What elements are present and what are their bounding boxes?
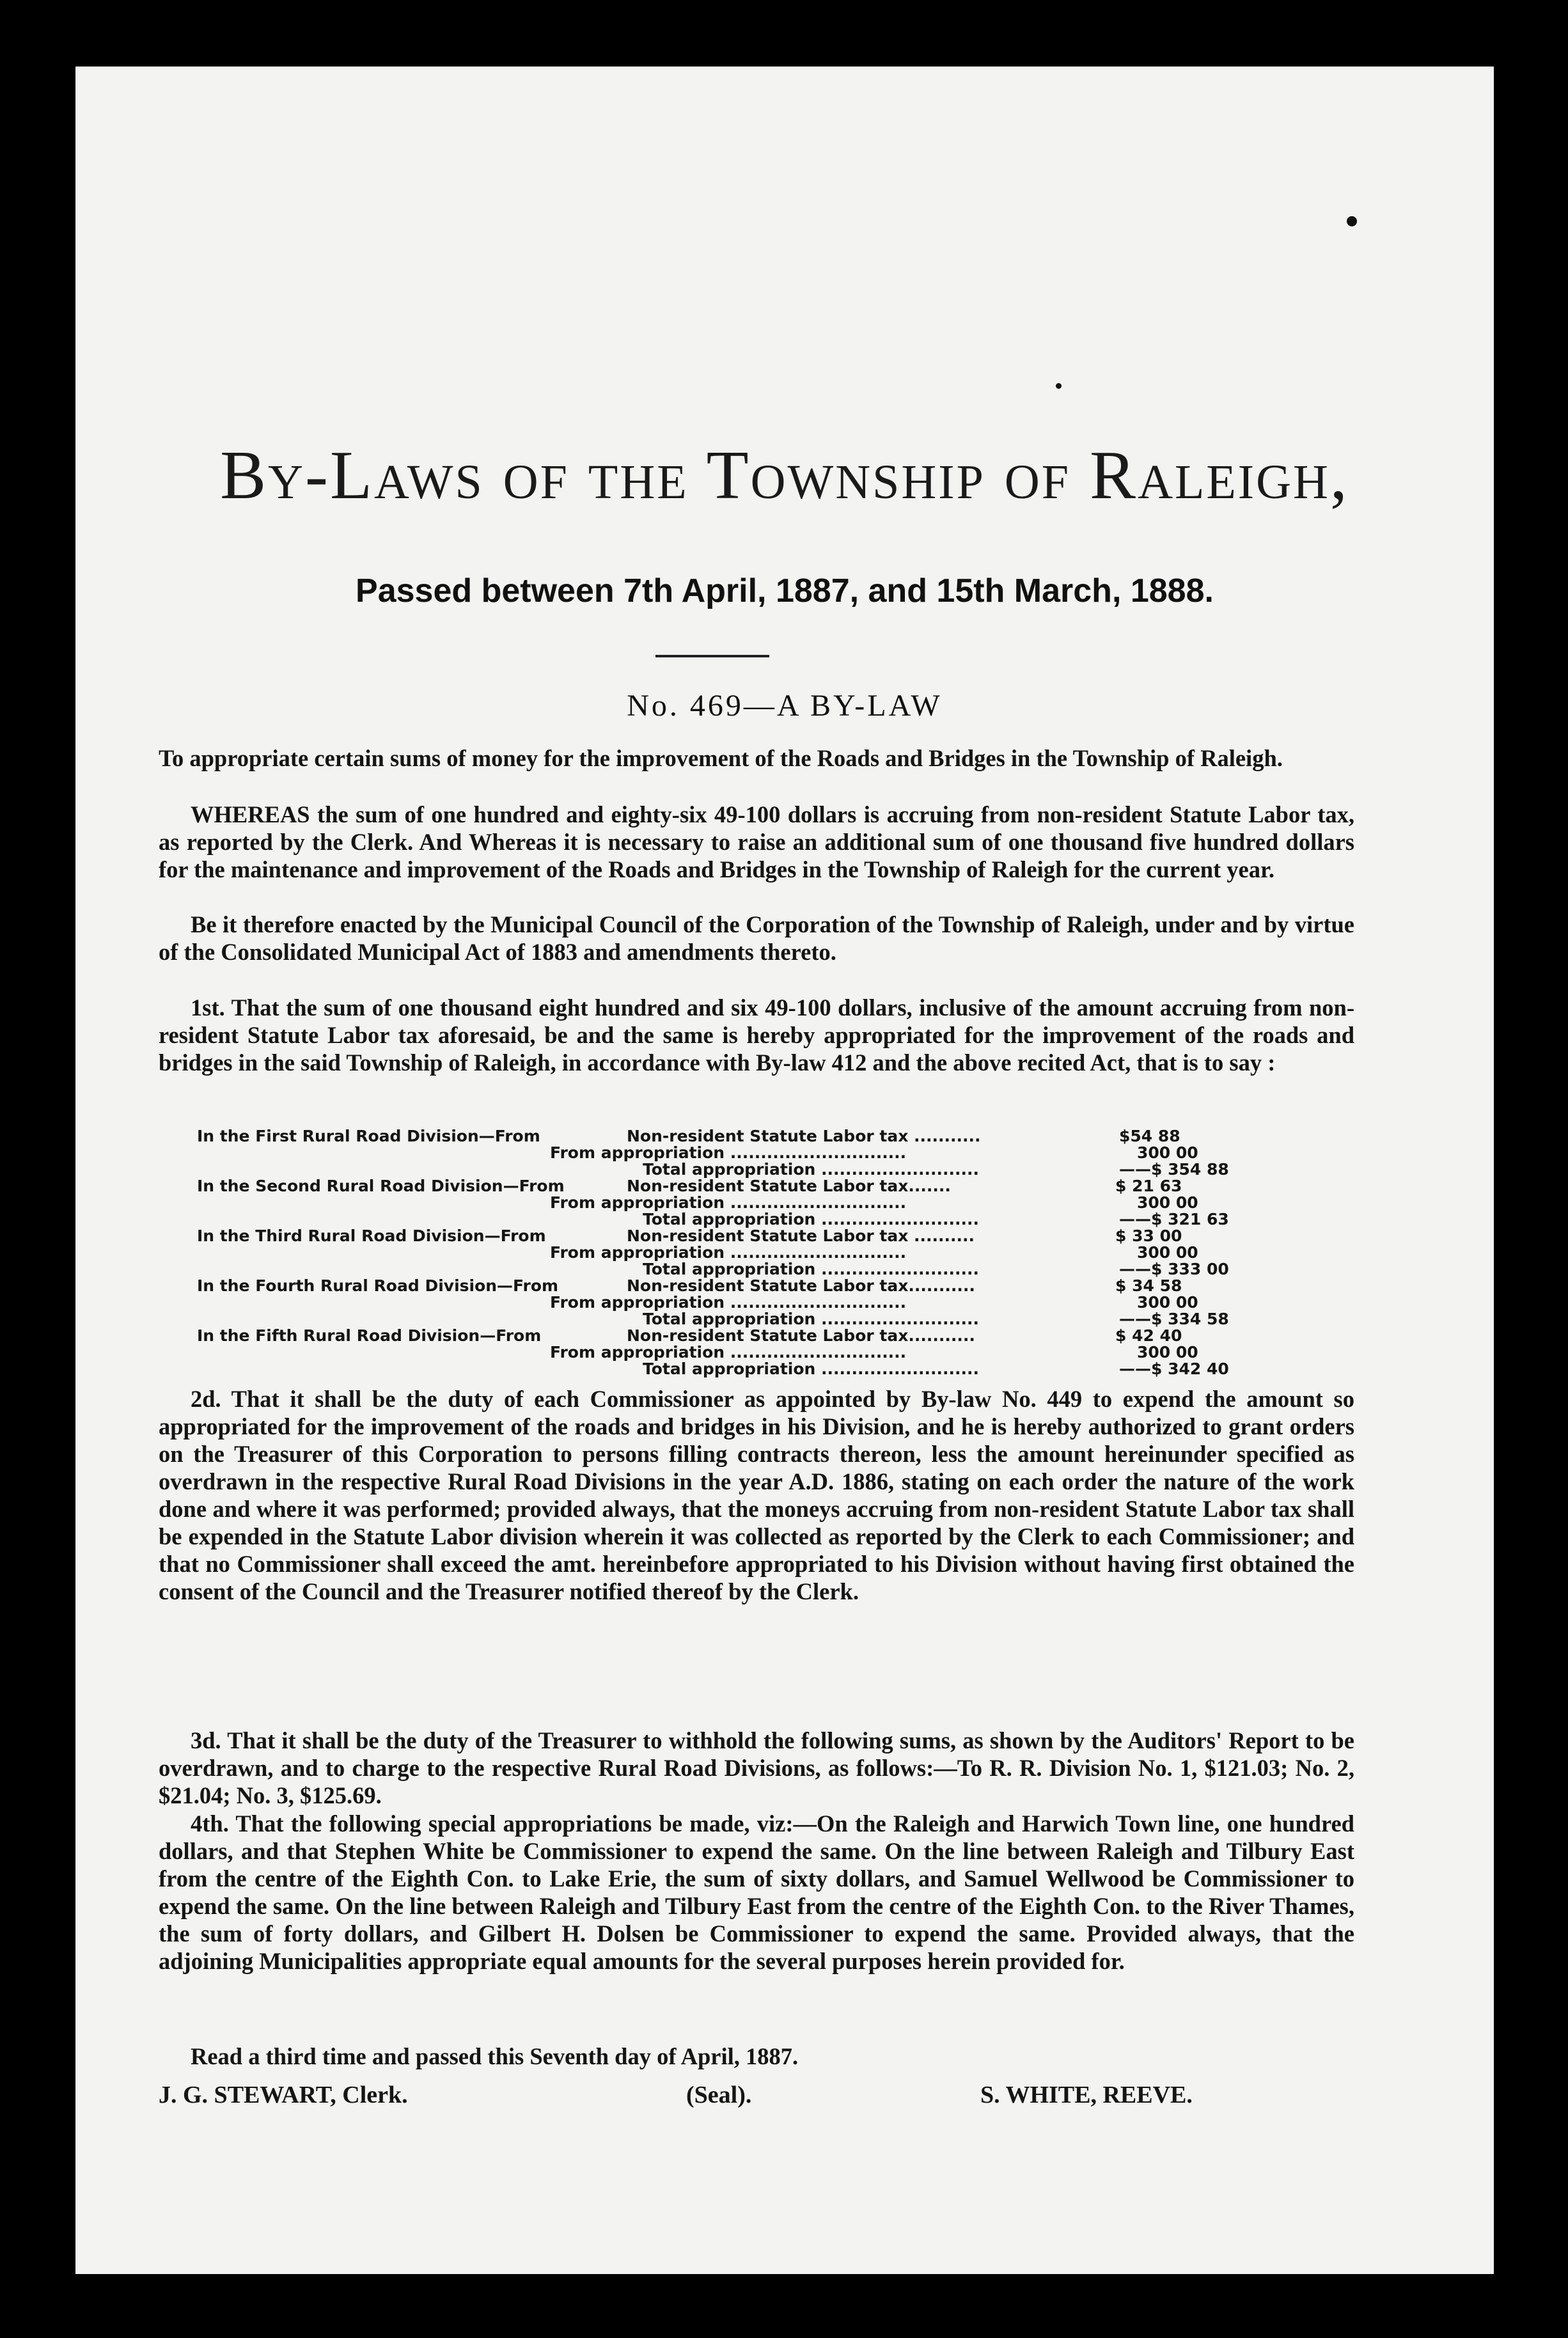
tax-amount: $ 42 40 — [1115, 1326, 1182, 1345]
tax-amount: $ 34 58 — [1115, 1276, 1182, 1295]
appropriation-label: From appropriation ............................. — [550, 1193, 907, 1212]
section-first: 1st. That the sum of one thousand eight hundred and six 49-100 dollars, inclusive of the amount accruing from non-resident Statute Labor tax aforesaid, be and the same is hereby appropriated for the improvement of the roads and bridges in the said Township of Raleigh, in accordance with By-law 412 and the above recited Act, that is to say : — [159, 994, 1354, 1076]
appropriation-amount: 300 00 — [1137, 1293, 1198, 1312]
enacting-clause: Be it therefore enacted by the Municipal Council of the Corporation of the Township of Raleigh, under and by virtue of the Consolidated Municipal Act of 1883 and amendments thereto. — [159, 911, 1354, 965]
total-amount: ——$ 333 00 — [1119, 1260, 1229, 1278]
total-amount: ——$ 334 58 — [1119, 1310, 1229, 1328]
tax-label: Non-resident Statute Labor tax........... — [627, 1276, 975, 1295]
title-divider — [655, 655, 769, 657]
total-label: Total appropriation .......................... — [643, 1310, 979, 1328]
tax-label: Non-resident Statute Labor tax....... — [627, 1177, 951, 1195]
appropriation-label: From appropriation ............................. — [550, 1343, 907, 1361]
bylaw-purpose: To appropriate certain sums of money for the improvement of the Roads and Bridges in the Township of Raleigh. — [159, 745, 1283, 771]
ink-speck — [1056, 383, 1062, 389]
reeve-signature: S. WHITE, REEVE. — [980, 2082, 1193, 2108]
division-name: In the First Rural Road Division—From — [197, 1127, 540, 1145]
appropriation-amount: 300 00 — [1137, 1193, 1198, 1212]
section-third: 3d. That it shall be the duty of the Treasurer to withhold the following sums, as shown by the Auditors' Report to be overdrawn, and to charge to the respective Rural Road Divisions, as follows:—To R. R. Division No. 1, $121.03; No. 2, $21.04; No. 3, $125.69. — [159, 1727, 1354, 1808]
total-label: Total appropriation .......................... — [643, 1210, 979, 1228]
tax-label: Non-resident Statute Labor tax........... — [627, 1326, 975, 1345]
tax-amount: $54 88 — [1119, 1127, 1180, 1145]
ink-speck — [1347, 216, 1357, 226]
total-amount: ——$ 354 88 — [1119, 1160, 1229, 1179]
tax-label: Non-resident Statute Labor tax ........... — [627, 1127, 981, 1145]
total-amount: ——$ 342 40 — [1119, 1360, 1229, 1378]
document-title: By-Laws of the Township of Raleigh, — [220, 437, 1349, 514]
appropriation-amount: 300 00 — [1137, 1343, 1198, 1361]
total-amount: ——$ 321 63 — [1119, 1210, 1229, 1228]
division-name: In the Fifth Rural Road Division—From — [197, 1326, 542, 1345]
appropriation-label: From appropriation ............................. — [550, 1243, 907, 1262]
seal-mark: (Seal). — [686, 2082, 752, 2108]
section-fourth: 4th. That the following special appropriations be made, viz:—On the Raleigh and Harwich Town line, one hundred dollars, and that Stephen White be Commissioner to expend the same. On the line between Raleigh and Tilbury East from the centre of the Eighth Con. to Lake Erie, the sum of sixty dollars, and Samuel Wellwood be Commissioner to expend the same. On the line between Raleigh and Tilbury East from the centre of the Eighth Con. to the River Thames, the sum of forty dollars, and Gilbert H. Dolsen be Commissioner to expend the same. Provided always, that the adjoining Municipalities appropriate equal amounts for the several purposes herein provided for. — [159, 1810, 1354, 1974]
total-label: Total appropriation .......................... — [643, 1360, 979, 1378]
document-subtitle: Passed between 7th April, 1887, and 15th March, 1888. — [356, 572, 1214, 609]
passed-statement: Read a third time and passed this Seventh day of April, 1887. — [191, 2043, 799, 2069]
clerk-signature: J. G. STEWART, Clerk. — [159, 2082, 408, 2108]
document-page — [75, 67, 1494, 2274]
tax-amount: $ 33 00 — [1115, 1227, 1182, 1245]
appropriation-label: From appropriation ............................. — [550, 1143, 907, 1162]
total-label: Total appropriation .......................... — [643, 1160, 979, 1179]
tax-label: Non-resident Statute Labor tax .......... — [627, 1227, 975, 1245]
division-name: In the Second Rural Road Division—From — [197, 1177, 565, 1195]
section-second: 2d. That it shall be the duty of each Commissioner as appointed by By-law No. 449 to expend the amount so appropriated for the improvement of the roads and bridges in his Division, and he is hereby authorized to grant orders on the Treasurer of this Corporation to persons filling contracts thereon, less the amount hereinunder specified as overdrawn in the respective Rural Road Divisions in the year A.D. 1886, stating on each order the nature of the work done and where it was performed; provided always, that the moneys accruing from non-resident Statute Labor tax shall be expended in the Statute Labor division wherein it was collected as reported by the Clerk to each Commissioner; and that no Commissioner shall exceed the amt. hereinbefore appropriated to his Division without having first obtained the consent of the Council and the Treasurer notified thereof by the Clerk. — [159, 1386, 1354, 1604]
appropriation-amount: 300 00 — [1137, 1143, 1198, 1162]
total-label: Total appropriation .......................... — [643, 1260, 979, 1278]
division-name: In the Fourth Rural Road Division—From — [197, 1276, 559, 1295]
tax-amount: $ 21 63 — [1115, 1177, 1182, 1195]
appropriation-amount: 300 00 — [1137, 1243, 1198, 1262]
appropriation-label: From appropriation ............................. — [550, 1293, 907, 1312]
whereas-clause: WHEREAS the sum of one hundred and eighty-six 49-100 dollars is accruing from non-resident Statute Labor tax, as reported by the Clerk. And Whereas it is necessary to raise an additional sum of one thousand five hundred dollars for the maintenance and improvement of the Roads and Bridges in the Township of Raleigh for the current year. — [159, 801, 1354, 883]
bylaw-number: No. 469—A BY-LAW — [627, 689, 943, 723]
division-name: In the Third Rural Road Division—From — [197, 1227, 546, 1245]
